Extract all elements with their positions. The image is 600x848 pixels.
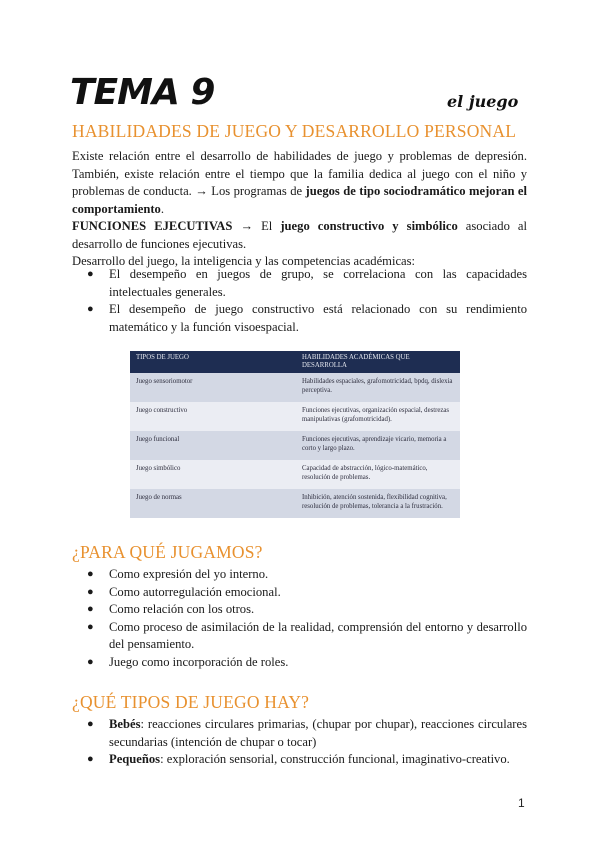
table-cell: Inhibición, atención sostenida, flexibilidad cognitiva, resolución de problemas, tolerancia a la frustración. (296, 489, 460, 518)
section-heading-habilidades: HABILIDADES DE JUEGO Y DESARROLLO PERSONAL (72, 121, 517, 141)
section-heading-para-que-jugamos: ¿PARA QUÉ JUGAMOS? (72, 542, 263, 562)
skills-table (130, 351, 460, 518)
list-item: ● Juego como incorporación de roles. (72, 654, 527, 672)
section-heading-tipos-de-juego: ¿QUÉ TIPOS DE JUEGO HAY? (72, 692, 310, 712)
list-item: ● Bebés: reacciones circulares primarias, (chupar por chupar), reacciones circulares secundarias (intención de chupar o tocar) (87, 717, 527, 749)
table-header-row (130, 351, 460, 373)
table-row (130, 460, 460, 489)
table-header-cell: HABILIDADES ACADÉMICAS QUE DESARROLLA (296, 351, 460, 373)
list-item: ● Como autorregulación emocional. (72, 584, 527, 602)
bullet-icon: ● (87, 620, 94, 633)
paragraph-inteligencia: Desarrollo del juego, la inteligencia y las competencias académicas: (72, 254, 416, 268)
list-item: ● Como proceso de asimilación de la realidad, comprensión del entorno y desarrollo del pensamiento. (87, 619, 527, 651)
table-row (130, 373, 460, 402)
bullet-list-tipos (72, 716, 527, 769)
bullet-icon: ● (87, 568, 94, 580)
bullet-icon: ● (87, 718, 94, 730)
bullet-list-inteligencia (72, 266, 527, 336)
list-item: ● El desempeño de juego constructivo está relacionado con su rendimiento matemático y la función visoespacial. (87, 302, 527, 334)
table-cell: Juego sensoriomotor (130, 373, 296, 402)
table-row (130, 431, 460, 460)
list-item: ● Como relación con los otros. (72, 601, 527, 619)
paragraph-depresion: Existe relación entre el desarrollo de habilidades de juego y problemas de depresión. También, existe relación entre el tiempo que la familia dedica al juego con el niño y problemas de conducta. → Los programas de juegos de tipo sociodramático mejoran el comportamiento. (72, 149, 527, 216)
bullet-icon: ● (87, 268, 94, 280)
table-cell: Capacidad de abstracción, lógico-matemático, resolución de problemas. (296, 460, 460, 489)
page-number: 1 (518, 796, 525, 810)
table-header-cell: TIPOS DE JUEGO (130, 351, 296, 373)
table-cell: Funciones ejecutivas, organización espacial, destrezas manipulativas (grafomotricidad). (296, 402, 460, 431)
paragraph-funciones-ejecutivas: FUNCIONES EJECUTIVAS → El juego constructivo y simbólico asociado al desarrollo de funciones ejecutivas. (72, 219, 528, 251)
bullet-icon: ● (87, 603, 94, 615)
list-item: ● Como expresión del yo interno. (72, 566, 527, 584)
page-title: TEMA 9 (70, 72, 215, 113)
bullet-icon: ● (87, 303, 94, 315)
table-row (130, 402, 460, 431)
bullet-icon: ● (87, 655, 94, 668)
list-item: ● El desempeño en juegos de grupo, se correlaciona con las capacidades intelectuales generales. (87, 267, 527, 299)
table-cell: Juego constructivo (130, 402, 296, 431)
table-cell: Habilidades espaciales, grafomotricidad, bpdq, dislexia perceptiva. (296, 373, 460, 402)
table-cell: Juego funcional (130, 431, 296, 460)
table-cell: Funciones ejecutivas, aprendizaje vicario, memoria a corto y largo plazo. (296, 431, 460, 460)
bullet-icon: ● (87, 753, 94, 765)
table-cell: Juego de normas (130, 489, 296, 518)
page-subtitle: el juego (447, 92, 519, 111)
bullet-icon: ● (87, 585, 94, 598)
bullet-list-para-que (72, 566, 527, 671)
list-item: ● Pequeños: exploración sensorial, construcción funcional, imaginativo-creativo. (72, 751, 527, 769)
table-cell: Juego simbólico (130, 460, 296, 489)
table-row (130, 489, 460, 518)
